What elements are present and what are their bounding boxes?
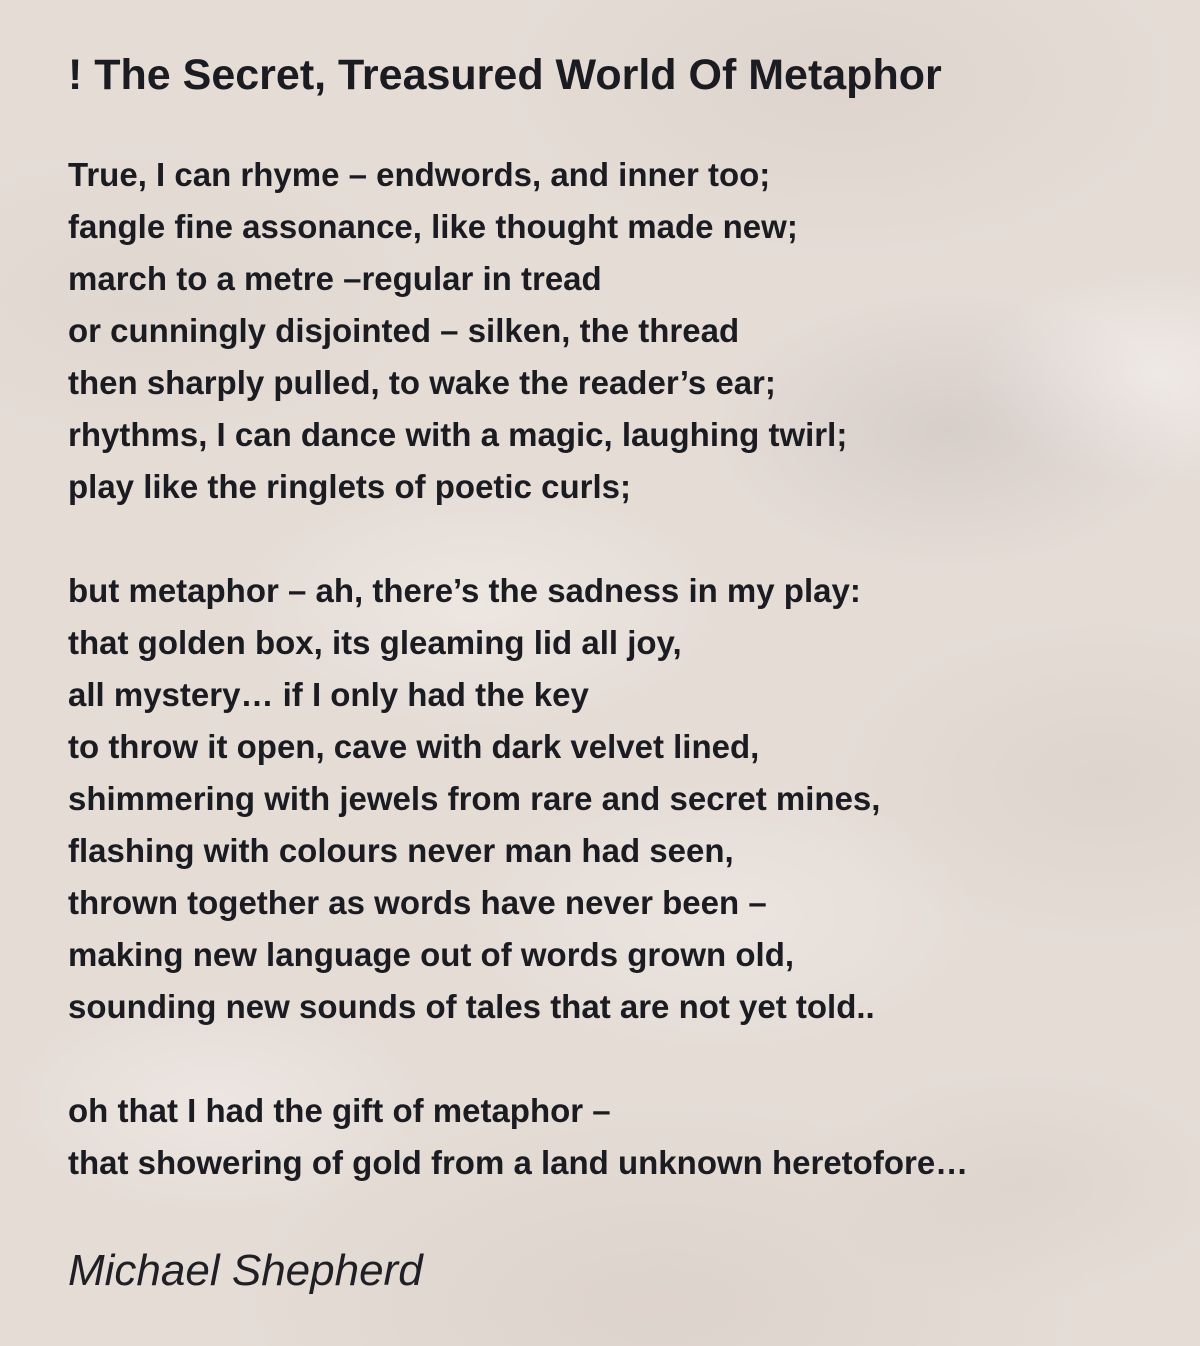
poem-line: oh that I had the gift of metaphor – xyxy=(68,1092,611,1129)
poem-line: all mystery… if I only had the key xyxy=(68,676,589,713)
poem-line: shimmering with jewels from rare and secret mines, xyxy=(68,780,881,817)
poem-line: but metaphor – ah, there’s the sadness in my play: xyxy=(68,572,861,609)
poem-line: that showering of gold from a land unknown heretofore… xyxy=(68,1144,969,1181)
poem-line: play like the ringlets of poetic curls; xyxy=(68,468,631,505)
poem-title: ! The Secret, Treasured World Of Metaphor xyxy=(68,51,942,99)
poem-line: making new language out of words grown old, xyxy=(68,936,795,973)
poem-line: or cunningly disjointed – silken, the thread xyxy=(68,312,740,349)
poem-line: then sharply pulled, to wake the reader’s ear; xyxy=(68,364,776,401)
poem-line: fangle fine assonance, like thought made new; xyxy=(68,208,798,245)
poem-line: march to a metre –regular in tread xyxy=(68,260,602,297)
poem-line: thrown together as words have never been – xyxy=(68,884,767,921)
poem-author: Michael Shepherd xyxy=(68,1246,423,1295)
poem-body xyxy=(68,149,1160,1189)
poem-stanza-2 xyxy=(68,565,1160,1033)
poem-line: rhythms, I can dance with a magic, laughing twirl; xyxy=(68,416,848,453)
poem-line: sounding new sounds of tales that are not yet told.. xyxy=(68,988,875,1025)
poem-line: flashing with colours never man had seen, xyxy=(68,832,734,869)
poem-line: to throw it open, cave with dark velvet lined, xyxy=(68,728,760,765)
poem-line: True, I can rhyme – endwords, and inner too; xyxy=(68,156,771,193)
poem-stanza-1 xyxy=(68,149,1160,513)
poem-stanza-3 xyxy=(68,1085,1160,1189)
poem-line: that golden box, its gleaming lid all joy, xyxy=(68,624,682,661)
